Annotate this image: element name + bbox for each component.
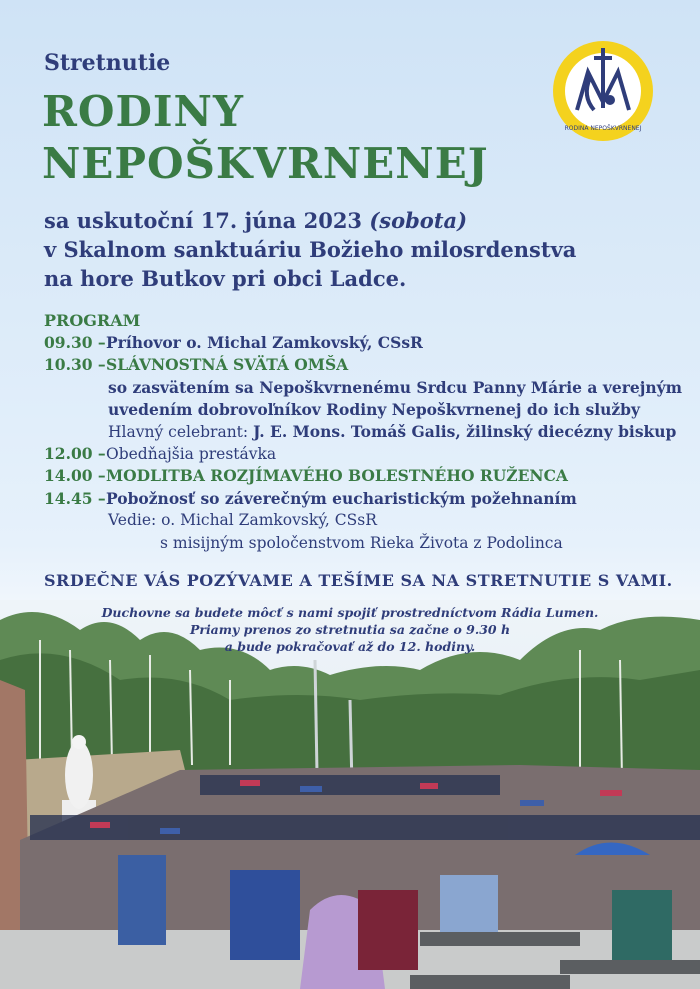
- sanctuary-photo: [0, 600, 700, 989]
- event-location: na hore Butkov pri obci Ladce.: [44, 266, 407, 291]
- event-info: [44, 206, 576, 293]
- lead: Vedie: o. Michal Zamkovský, CSsR: [108, 511, 377, 529]
- event-date: sa uskutoční 17. júna 2023: [44, 208, 363, 233]
- page-title: [42, 86, 489, 190]
- program-item: 10.30 –SLÁVNOSTNÁ SVÄTÁ OMŠA: [44, 355, 349, 374]
- marian-cross-logo-icon: [550, 38, 656, 144]
- radio-note: Duchovne sa budete môcť s nami spojiť prostredníctvom Rádia Lumen. Priamy prenos zo stretnutia sa začne o 9.30 h a bude pokračovať až do 12. hodiny.: [101, 605, 599, 654]
- celebrant: Hlavný celebrant: J. E. Mons. Tomáš Galis, žilinský diecézny biskup: [108, 422, 677, 441]
- title-line-1: RODINY: [42, 87, 244, 136]
- title-line-2: NEPOŠKVRNENEJ: [42, 139, 489, 188]
- event-weekday: (sobota): [369, 208, 468, 233]
- program-item: 12.00 –Obedňajšia prestávka: [44, 444, 277, 463]
- mass-detail-1: so zasvätením sa Nepoškvrnenému Srdcu Panny Márie a verejným: [108, 378, 683, 397]
- event-venue: v Skalnom sanktuáriu Božieho milosrdenstva: [44, 237, 577, 262]
- mass-detail-2: uvedením dobrovoľníkov Rodiny Nepoškvrnenej do ich služby: [108, 400, 641, 419]
- logo-ring-text: RODINA NEPOŠKVRNENEJ: [564, 125, 642, 132]
- invitation: SRDEČNE VÁS POZÝVAME A TEŠÍME SA NA STRETNUTIE S VAMI.: [44, 571, 673, 590]
- program-item: 09.30 –Príhovor o. Michal Zamkovský, CSsR: [44, 333, 423, 352]
- program-item: 14.45 –Pobožnosť so záverečným eucharistickým požehnaním: [44, 489, 577, 508]
- lead-with: s misijným spoločenstvom Rieka Života z Podolinca: [160, 534, 563, 552]
- program-item: 14.00 –MODLITBA ROZJÍMAVÉHO BOLESTNÉHO RUŽENCA: [44, 466, 568, 485]
- intro-heading: Stretnutie: [44, 50, 171, 76]
- program-heading: PROGRAM: [44, 311, 141, 330]
